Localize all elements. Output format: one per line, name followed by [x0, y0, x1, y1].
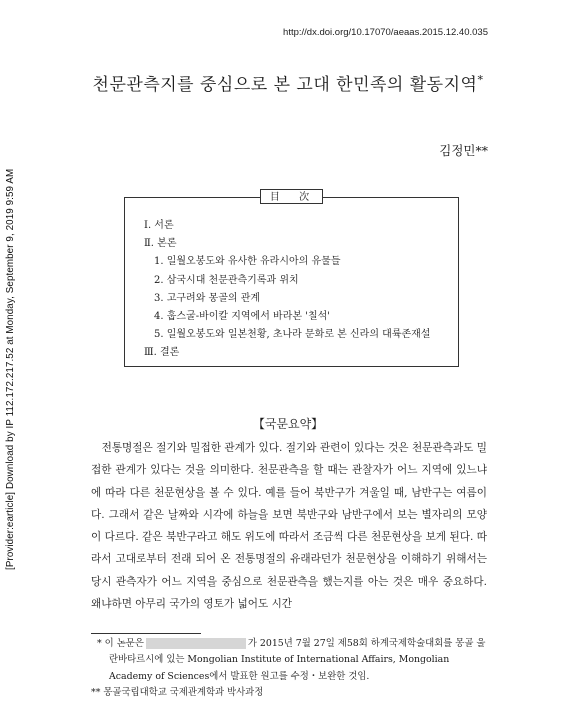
footnote-2: ** 몽골국립대학교 국제관계학과 박사과정	[91, 687, 264, 699]
toc-item: 2. 삼국시대 천문관측기록과 위치	[154, 274, 299, 286]
footnote-1	[91, 636, 491, 685]
toc-item: 5. 일월오봉도와 일본천황, 초나라 문화로 본 신라의 대륙존재설	[154, 329, 431, 341]
paper-title-text: 천문관측지를 중심으로 본 고대 한민족의 활동지역	[92, 75, 478, 95]
footnote-1-prefix: * 이 논문은	[97, 638, 144, 649]
toc-item: Ⅱ. 본론	[144, 238, 177, 250]
table-of-contents	[124, 192, 459, 367]
abstract-heading: 【국문요약】	[252, 417, 324, 431]
redacted-block	[146, 638, 246, 649]
doi-link[interactable]: http://dx.doi.org/10.17070/aeaas.2015.12.40.035	[283, 27, 488, 38]
toc-heading: 目 次	[260, 189, 323, 204]
footnotes	[91, 636, 491, 702]
abstract-paragraph: 전통명절은 절기와 밀접한 관계가 있다. 절기와 관련이 있다는 것은 천문관측과도 밀접한 관계가 있다는 것을 의미한다. 천문관측을 할 때는 관찰자가 어느 지역에 있느냐에 따라 다른 천문현상을 볼 수 있다. 예를 들어 북반구가 겨울일 때, 남반구는 여름이다. 그래서 같은 날짜와 시각에 하늘을 보면 북반구와 남반구에서 보는 별자리의 모양이 다르다. 같은 북반구라고 해도 위도에 따라서 조금씩 다른 천문현상을 보게 된다. 따라서 고대로부터 전래 되어 온 전통명절의 유래라던가 천문현상을 이해하기 위해서는 당시 관측자가 어느 지역을 중심으로 천문관측을 했는지를 아는 것은 매우 중요하다. 왜냐하면 아무리 국가의 영토가 넓어도 시간	[91, 442, 487, 611]
provider-side-note-text: [Provider:earticle] Download by IP 112.172.217.52 at Monday, September 9, 2019 9:59 AM	[5, 168, 16, 570]
provider-side-note	[3, 130, 17, 570]
toc-list	[144, 217, 430, 363]
toc-item: 1. 일월오봉도와 유사한 유라시아의 유물들	[154, 256, 341, 268]
author-name: 김정민**	[439, 143, 488, 158]
toc-item: Ⅲ. 결론	[144, 347, 180, 359]
abstract-body	[91, 437, 487, 615]
toc-item: 3. 고구려와 몽골의 관계	[154, 292, 261, 304]
footnote-divider	[91, 633, 201, 634]
title-footnote-mark: *	[477, 73, 484, 87]
toc-item: Ⅰ. 서론	[144, 220, 174, 231]
toc-item: 4. 훕스굴-바이칼 지역에서 바라본 '칠석'	[154, 311, 331, 323]
footnote-1-text: 가 2015년 7월 27일 제58회 하계국제학술대회를 몽골 울란바타르시에 있는 Mongolian Institute of International Affairs, Mongolian Academy of Sciences에서 발표한 원고를 수정・보완한 것임.	[109, 638, 486, 682]
paper-title	[0, 70, 576, 95]
